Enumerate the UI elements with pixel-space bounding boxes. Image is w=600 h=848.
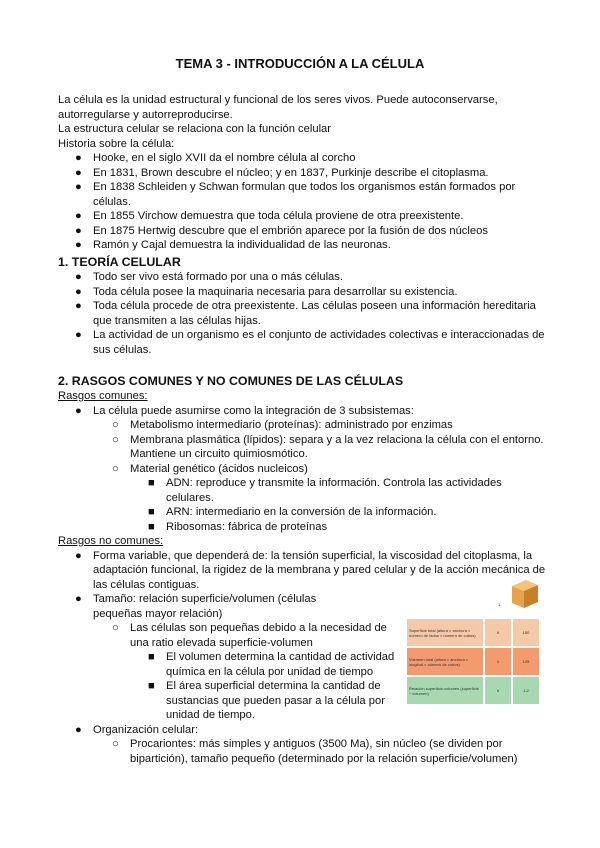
history-list <box>58 151 548 253</box>
intro-section <box>58 93 548 253</box>
subsection-label: Rasgos no comunes: <box>58 535 164 547</box>
table-row <box>406 676 540 705</box>
table-cell: 1 <box>484 647 512 676</box>
intro-paragraph: Historia sobre la célula: <box>58 137 175 150</box>
list-item: ■ Ribosomas: fábrica de proteínas <box>148 520 328 533</box>
list-item: ● Forma variable, que dependerá de: la tensión superficial, la viscosidad del citoplasma, la adaptación funcional, la rigidez de la membrana y pared celular y de la acción mecánica de las células contiguas. <box>75 549 546 591</box>
list-item: ○ Procariontes: más simples y antiguos (3500 Ma), sin núcleo (se dividen por bipartición), tamaño pequeño (determinado por la relación superficie/volumen) <box>112 738 518 765</box>
list-item: ○ Material genético (ácidos nucleicos) <box>112 462 308 475</box>
list-item: ● Hooke, en el siglo XVII da el nombre célula al corcho <box>75 152 356 164</box>
table-row <box>406 618 540 647</box>
list-item: ■ ADN: reproduce y transmite la información. Controla las actividades celulares. <box>148 477 502 504</box>
ratio-table <box>406 618 540 705</box>
list-item: ● La actividad de un organismo es el conjunto de actividades colectivas e interaccionadas de sus células. <box>75 329 545 356</box>
page-title: TEMA 3 - INTRODUCCIÓN A LA CÉLULA <box>175 56 425 71</box>
subsection-label: Rasgos comunes: <box>58 390 148 402</box>
intro-paragraph: La estructura celular se relaciona con la función celular <box>58 123 332 135</box>
table-cell: 125 <box>512 647 540 676</box>
list-item: ● Toda célula procede de otra preexistente. Las células poseen una información hereditaria que transmiten a las células hijas. <box>75 300 536 327</box>
list-item: ■ El área superficial determina la cantidad de sustancias que pueden pasar a la célula por unidad de tiempo. <box>148 680 385 721</box>
section-teoria-celular <box>58 254 548 357</box>
list-item: ● En 1831, Brown descubre el núcleo; y en 1837, Purkinje describe el citoplasma. <box>75 166 489 179</box>
list-item: ● En 1838 Schleiden y Schwan formulan que todos los organismos están formados por células. <box>75 181 516 208</box>
list-item: ● En 1855 Virchow demuestra que toda célula proviene de otra preexistente. <box>75 210 464 222</box>
table-cell: 1,2 <box>512 676 540 705</box>
cube-illustration <box>506 576 540 610</box>
list-item: ● Ramón y Cajal demuestra la individualidad de las neuronas. <box>75 239 391 251</box>
cube-label: 1 <box>498 602 501 607</box>
table-cell: 6 <box>484 676 512 705</box>
list-item: ● En 1875 Hertwig descubre que el embrión aparece por la fusión de dos núcleos <box>75 224 488 237</box>
table-cell: Relación superficie-volumen (superficie ÷ volumen) <box>406 676 484 705</box>
list-item: ● Organización celular: <box>75 723 199 736</box>
section-heading: 1. TEORÍA CELULAR <box>58 255 181 269</box>
list-item: ○ Membrana plasmática (lípidos): separa y a la vez relaciona la célula con el entorno. Mantiene un circuito quimiosmótico. <box>112 433 544 460</box>
list-item: ■ ARN: intermediario en la conversión de la información. <box>148 506 437 518</box>
intro-paragraph: La célula es la unidad estructural y funcional de los seres vivos. Puede autoconservarse, autorregularse y autorreproducirse. <box>58 94 498 121</box>
list-item: ● La célula puede asumirse como la integración de 3 subsistemas: <box>75 404 414 417</box>
list-item: ○ Las células son pequeñas debido a la necesidad de una ratio elevada superficie-volumen <box>112 622 387 649</box>
list-item: ■ El volumen determina la cantidad de actividad química en la célula por unidad de tiempo <box>148 651 395 678</box>
section-heading: 2. RASGOS COMUNES Y NO COMUNES DE LAS CÉLULAS <box>58 374 404 388</box>
table-cell: Volumen total (altura × anchura × longitud × número de cubos) <box>406 647 484 676</box>
table-cell: 150 <box>512 618 540 647</box>
table-cell: 6 <box>484 618 512 647</box>
list-item: ● Todo ser vivo está formado por una o más células. <box>75 271 343 283</box>
surface-volume-figure <box>406 576 540 708</box>
theory-list <box>58 270 548 357</box>
list-item: ● Tamaño: relación superficie/volumen (células pequeñas mayor relación) <box>75 593 317 620</box>
table-row <box>406 647 540 676</box>
common-traits-list <box>58 404 548 535</box>
list-item: ○ Metabolismo intermediario (proteínas): administrado por enzimas <box>112 419 453 431</box>
list-item: ● Toda célula posee la maquinaria necesaria para desarrollar su existencia. <box>75 285 458 298</box>
table-cell: Superficie total (altura × anchura × número de lados × número de cubos) <box>406 618 484 647</box>
